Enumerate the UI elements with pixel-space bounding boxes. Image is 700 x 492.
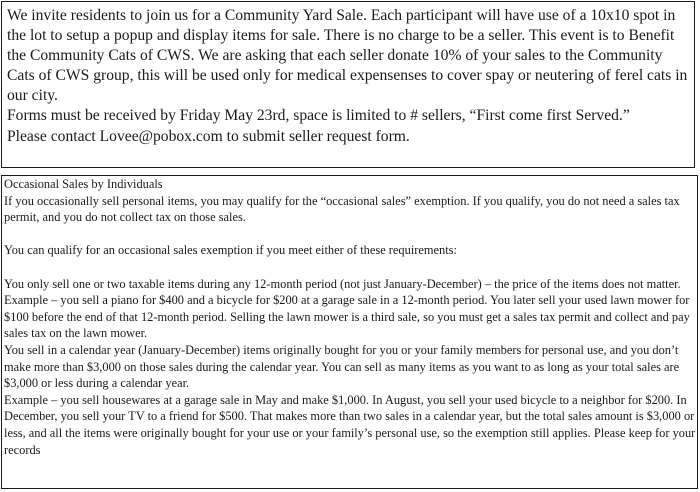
requirement-one: You only sell one or two taxable items during any 12-month period (not just January-December) – the price of the items does not matter. [4,276,681,291]
occasional-sales-text [4,176,696,458]
forms-deadline-line: Forms must be received by Friday May 23rd, space is limited to # sellers, “First come first Served.” [7,107,630,125]
paragraph-spacer [4,259,696,276]
contact-line: Please contact Lovee@pobox.com to submit seller request form. [7,127,410,145]
paragraph-spacer [4,226,696,243]
invitation-paragraph: We invite residents to join us for a Community Yard Sale. Each participant will have use of a 10x10 spot in the lot to setup a popup and display items for sale. There is no charge to be a seller. This event is to Benefit the Community Cats of CWS. We are asking that each seller donate 10% of your sales to the Community Cats of CWS group, this will be used only for medical expensenses to cover spay or neutering of ferel cats in our city. [7,7,688,105]
example-two: Example – you sell housewares at a garage sale in May and make $1,000. In August, you sell your used bicycle to a neighbor for $200. In December, you sell your TV to a friend for $500. That makes more than two sales in a calendar year, but the total sales amount is $3,000 or less, and all the items were originally bought for your use or your family’s personal use, so the exemption still applies. Please keep for your records [4,392,696,457]
requirement-two: You sell in a calendar year (January-December) items originally bought for you or your family members for personal use, and you don’t make more than $3,000 on those sales during the calendar year. You can sell as many items as you want to as long as your total sales are $3,000 or less during a calendar year. [4,342,680,391]
example-one: Example – you sell a piano for $400 and a bicycle for $200 at a garage sale in a 12-month period. You later sell your used lawn mower for $100 before the end of that 12-month period. Selling the lawn mower is a third sale, so you must get a sales tax permit and collect and pay sales tax on the lawn mower. [4,293,690,341]
invitation-text [7,6,691,147]
qualify-requirements: You can qualify for an occasional sales exemption if you meet either of these requirements: [4,243,457,258]
occasional-sales-heading: Occasional Sales by Individuals [4,177,163,191]
occasional-sales-intro: If you occasionally sell personal items, you may qualify for the “occasional sales” exemption. If you qualify, you do not need a sales tax permit, and you do not collect tax on those sales. [4,193,680,225]
